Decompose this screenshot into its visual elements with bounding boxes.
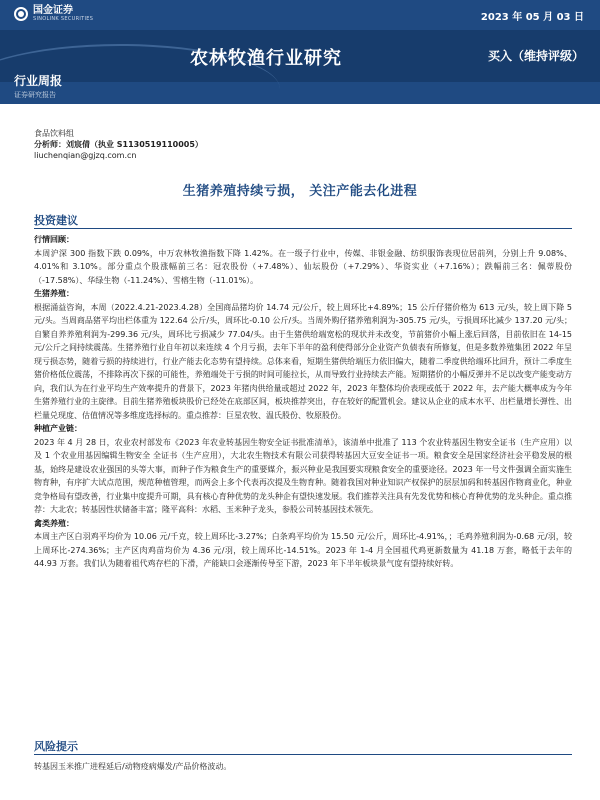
report-category: 证券研究报告 [14,91,56,99]
pig-farming-heading: 生猪养殖： [34,289,74,298]
risk-text: 转基因玉米推广进程延后/动物疫病爆发/产品价格波动。 [34,762,232,771]
analyst-name: 分析师：刘宸倩（执业 S1130519110005） [34,140,203,149]
seed-chain-heading: 种植产业链： [34,424,82,433]
divider [34,228,572,229]
seed-chain-text: 2023 年 4 月 28 日，农业农村部发布《2023 年农业转基因生物安全证书批准清单》，该清单中批准了 113 个农业转基因生物安全证书（生产应用）以及 1 个农业用基因编辑生物安全 全证书（生产应用），大北农生物技术有限公司获得转基因大豆安全证书一项。粮食安全是国家经济社会平稳发展的根基，始终是建设农业强国的头等大事，而种子作为粮食生产的重要媒介，振兴种业是我国要实现粮食安全的重要途径。2023 年一号文件强调全面实施生物育种，有序扩大试点范围，规范种植管理，而两会上多个代表再次提及生物育种。随着我国对种业知识产权保护的层层加码和转基因作物商业化，种业竞争格局有望改善，行业集中度提升可期，具有核心育种优势的龙头种企有望快速发展。我们推荐关注具有先发优势和核心育种优势的龙头种企。重点推荐：大北农；转基因性状储备丰富；隆平高科：水稻、玉米种子龙头，参股公司转基因技术领先。 [34,437,572,514]
author-block [34,128,203,161]
rating-badge: 买入（维持评级） [487,49,584,63]
page-title: 生猪养殖持续亏损， 关注产能去化进程 [182,184,418,199]
report-header [0,0,600,104]
logo-english: SINOLINK SECURITIES [33,16,94,22]
report-type: 行业周报 [14,74,63,88]
team-name: 食品饮料组 [34,129,74,138]
brand-logo [14,6,93,22]
industry-title: 农林牧渔行业研究 [190,48,342,69]
invest-body [34,233,572,571]
market-review-heading: 行情回顾： [34,235,74,244]
logo-icon [14,7,28,21]
invest-heading: 投资建议 [34,214,78,227]
risk-heading: 风险提示 [34,740,78,753]
market-review-text: 本周沪深 300 指数下跌 0.09%，中万农林牧渔指数下降 1.42%。在一级子行业中，传媒、非银金融、纺织服饰表现位居前列，分别上升 9.08%、4.01%和 3.10%。部分重点个股涨幅前三名：冠农股份（+7.48%）、仙坛股份（+7.29%）、华资实业（+7.16%）；跌幅前三名：佩蒂股份（-17.58%）、华绿生物（-11.24%）、雪榕生物（-11.01%）。 [34,248,572,285]
poultry-heading: 禽类养殖： [34,518,74,528]
analyst-email[interactable]: liuchenqian@gjzq.com.cn [34,151,137,160]
report-date: 2023 年 05 月 03 日 [480,12,584,23]
logo-name: 国金证券 [33,5,73,16]
divider [34,754,572,755]
pig-farming-text: 根据涌益咨询，本周（2022.4.21-2023.4.28）全国商品猪均价 14.74 元/公斤，较上周环比+4.89%；15 公斤仔猪价格为 613 元/头，较上周下降 5 元/头。当周商品猪平均出栏体重为 122.64 公斤/头，周环比-0.10 公斤/头。当周外购仔猪养殖利润为-305.75 元/头，亏损周环比减少 137.20 元/头；自繁自养养殖利润为-299.36 元/头，周环比亏损减少 77.04/头。由于生猪供给端宽松的现状并未改变，节前猪价小幅上涨后回落，目前依旧在 14-15 元/公斤之间持续震荡。生猪养殖行业自年初以来连续 4 个月亏损，去年下半年的盈利使得部分企业资产负债表有所修复，但是多数养殖集团 2022 年呈现亏损态势，随着亏损的持续进行，行业产能去化态势有望持续。总体来看，短期生猪供给端压力依旧偏大，随着二季度供给端环比回升，预计二季度生猪价格低位震荡，不排除再次下探的可能性，养殖端处于亏损的时间可能拉长，从而导致行业持续去产能。短期猪价的小幅反弹并不足以改变产能变动方向，我们认为在行业平均生产效率提升的背景下，2023 年猪肉供给量或超过 2022 年，2023 年整体均价表现或低于 2022 年，去产能大概率成为今年生猪养殖行业的主旋律。目前生猪养殖板块股价已经处在底部区间，板块推荐突出，存在较好的配置机会。建议从企业的成本水平、出栏量增长弹性、出栏量兑现度、估值情况等多维度选择标的。重点推荐：巨星农牧、温氏股份、牧原股份。 [34,302,572,420]
poultry-text: 本周主产区白羽鸡平均价为 10.06 元/千克，较上周环比-3.27%；白条鸡平均价为 15.50 元/公斤，周环比-4.91%，；毛鸡养殖利润为-0.68 元/羽，较上周环比-274.36%；主产区肉鸡苗均价为 4.36 元/羽，较上周环比-14.51%。2023 年 1-4 月全国祖代鸡更新数量为 41.18 万套，略低于去年的 44.93 万套。我们认为随着祖代鸡存栏的下滑，产能缺口会逐渐传导至下游，2023 年下半年板块景气度有望持续好转。 [34,532,572,568]
